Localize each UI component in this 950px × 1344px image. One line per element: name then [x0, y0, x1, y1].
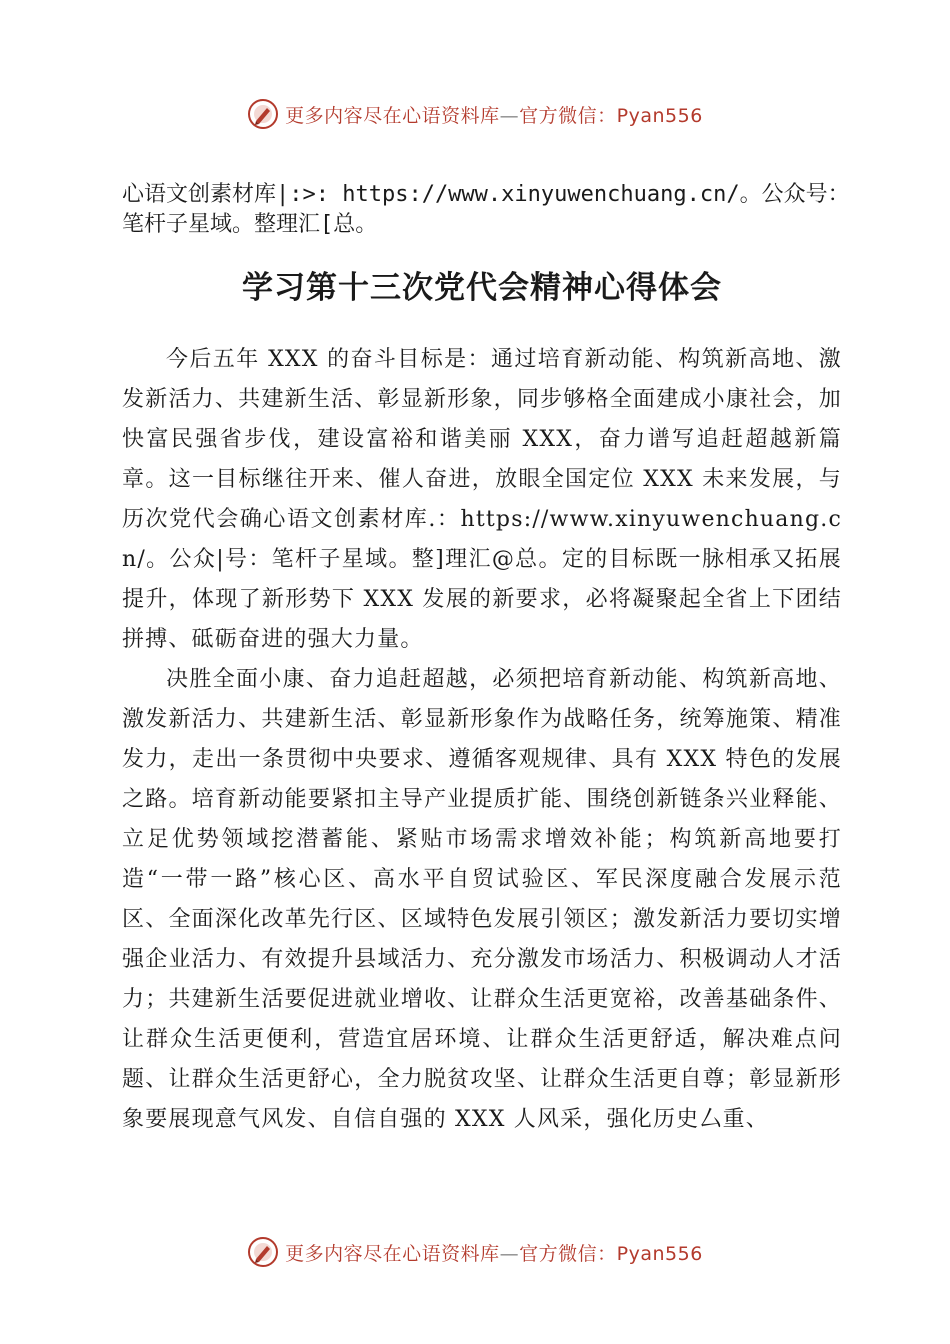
intro-line: 心语文创素材库|:>: https://www.xinyuwenchuang.cn/。公众号：笔杆子星域。整理汇[总。	[122, 182, 850, 237]
banner-dash: —	[499, 104, 520, 127]
banner-text	[285, 101, 703, 128]
header-banner	[0, 94, 950, 134]
pen-logo-icon	[247, 1236, 279, 1268]
banner-wechat: 官方微信：Pyan556	[519, 104, 703, 127]
footer-banner	[0, 1232, 950, 1272]
banner-site-name: 更多内容尽在心语资料库	[285, 104, 500, 127]
document-body	[122, 180, 850, 1140]
banner-wechat: 官方微信：Pyan556	[519, 1242, 703, 1265]
pen-logo-icon	[247, 98, 279, 130]
document-title: 学习第十三次党代会精神心得体会	[242, 270, 722, 306]
paragraph-1: 今后五年 XXX 的奋斗目标是：通过培育新动能、构筑新高地、激发新活力、共建新生活、彰显新形象，同步够格全面建成小康社会，加快富民强省步伐，建设富裕和谐美丽 XXX，奋力谱写追赶超越新篇章。这一目标继往开来、催人奋进，放眼全国定位 XXX 未来发展，与历次党代会确心语文创素材库.：https://www.xinyuwenchuang.cn/。公众|号：笔杆子星域。整]理汇@总。定的目标既一脉相承又拓展提升，体现了新形势下 XXX 发展的新要求，必将凝聚起全省上下团结拼搏、砥砺奋进的强大力量。	[122, 347, 842, 652]
paragraph-2: 决胜全面小康、奋力追赶超越，必须把培育新动能、构筑新高地、激发新活力、共建新生活、彰显新形象作为战略任务，统筹施策、精准发力，走出一条贯彻中央要求、遵循客观规律、具有 XXX 特色的发展之路。培育新动能要紧扣主导产业提质扩能、围绕创新链条兴业释能、立足优势领域挖潜蓄能、紧贴市场需求增效补能；构筑新高地要打造“一带一路”核心区、高水平自贸试验区、军民深度融合发展示范区、全面深化改革先行区、区域特色发展引领区；激发新活力要切实增强企业活力、有效提升县域活力、充分激发市场活力、积极调动人才活力；共建新生活要促进就业增收、让群众生活更宽裕，改善基础条件、让群众生活更便利，营造宜居环境、让群众生活更舒适，解决难点问题、让群众生活更舒心，全力脱贫攻坚、让群众生活更自尊；彰显新形象要展现意气风发、自信自强的 XXX 人风采，强化历史厶重、	[122, 667, 842, 1132]
banner-text	[285, 1239, 703, 1266]
banner-site-name: 更多内容尽在心语资料库	[285, 1242, 500, 1265]
banner-dash: —	[499, 1242, 520, 1265]
